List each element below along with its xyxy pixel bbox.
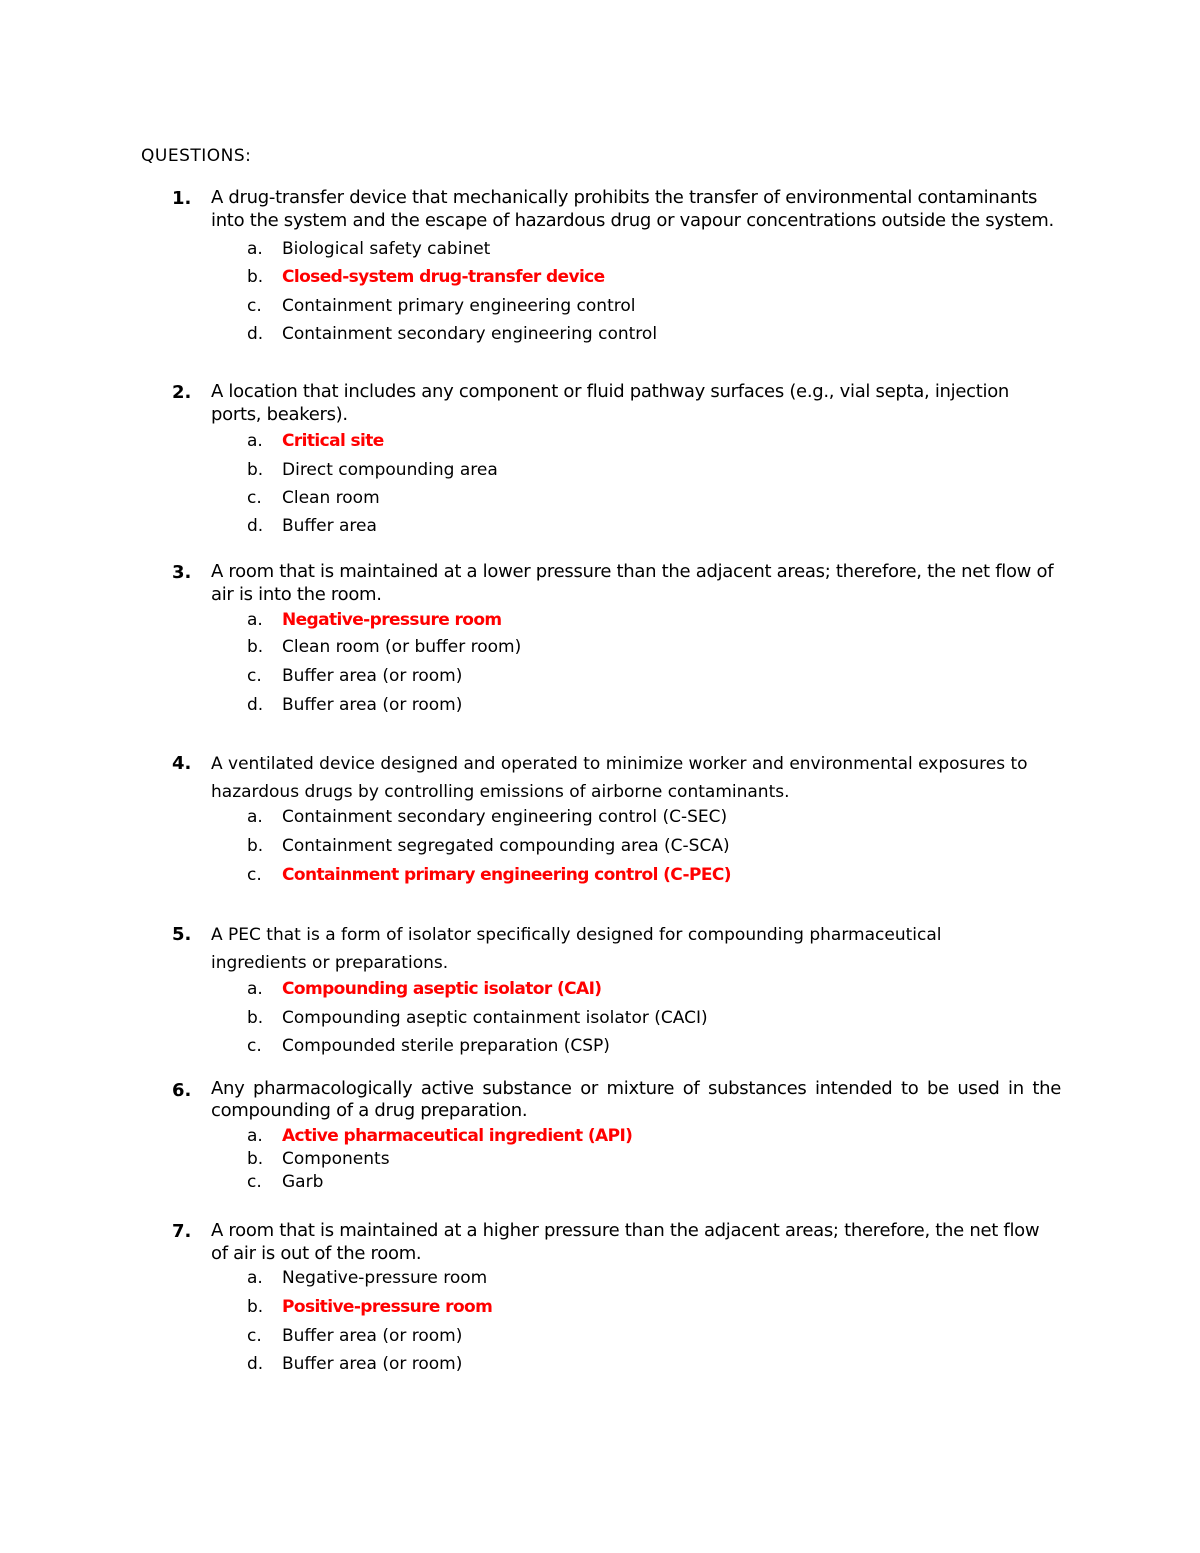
option-a (0, 1268, 1200, 1296)
option-b (0, 460, 1200, 488)
question-number: 7. (172, 1221, 192, 1242)
option-letter: d. (247, 324, 264, 344)
option-text: Garb (282, 1172, 324, 1192)
question-number: 3. (172, 562, 192, 583)
correct-answer-text: Closed-system drug-transfer device (282, 267, 605, 287)
question-text: A room that is maintained at a higher pressure than the adjacent areas; therefore, the net flow of air is out of the room. (211, 1220, 1040, 1264)
option-letter: a. (247, 610, 263, 630)
option-a-correct (0, 979, 1200, 1007)
option-text: Containment secondary engineering control (C-SEC) (282, 807, 728, 827)
option-a-correct (0, 610, 1200, 638)
question-number: 1. (172, 188, 192, 209)
option-text: Containment segregated compounding area (C-SCA) (282, 836, 730, 856)
option-letter: a. (247, 239, 263, 259)
option-letter: b. (247, 267, 264, 287)
question-number: 6. (172, 1080, 192, 1101)
option-letter: c. (247, 1326, 262, 1346)
option-text: Buffer area (or room) (282, 666, 463, 686)
option-c (0, 666, 1200, 694)
option-text: Containment secondary engineering control (282, 324, 658, 344)
question-text: A ventilated device designed and operated to minimize worker and environmental exposures to hazardous drugs by controlling emissions of airborne contaminants. (211, 754, 1028, 802)
option-text: Buffer area (or room) (282, 1326, 463, 1346)
option-c (0, 1172, 1200, 1200)
correct-answer-text: Positive-pressure room (282, 1297, 493, 1317)
option-text: Biological safety cabinet (282, 239, 491, 259)
option-letter: a. (247, 807, 263, 827)
question-number: 5. (172, 924, 192, 945)
page-heading: QUESTIONS: (141, 146, 252, 166)
question-text: A drug-transfer device that mechanically prohibits the transfer of environmental contaminants into the system and the escape of hazardous drug or vapour concentrations outside the system. (211, 187, 1054, 231)
option-c (0, 296, 1200, 324)
option-text: Clean room (282, 488, 380, 508)
option-letter: d. (247, 516, 264, 536)
option-b (0, 1008, 1200, 1036)
correct-answer-text: Containment primary engineering control (C-PEC) (282, 865, 731, 885)
option-a-correct (0, 431, 1200, 459)
option-letter: b. (247, 836, 264, 856)
option-letter: d. (247, 1354, 264, 1374)
option-d (0, 324, 1200, 352)
option-letter: a. (247, 431, 263, 451)
option-letter: c. (247, 488, 262, 508)
option-letter: c. (247, 296, 262, 316)
option-d (0, 1354, 1200, 1382)
question-number: 2. (172, 382, 192, 403)
option-text: Compounding aseptic containment isolator (CACI) (282, 1008, 708, 1028)
correct-answer-text: Negative-pressure room (282, 610, 502, 630)
option-c (0, 1326, 1200, 1354)
option-letter: b. (247, 1008, 264, 1028)
question-text: A room that is maintained at a lower pressure than the adjacent areas; therefore, the net flow of air is into the room. (211, 561, 1054, 605)
option-text: Buffer area (282, 516, 377, 536)
option-letter: d. (247, 695, 264, 715)
option-c (0, 488, 1200, 516)
option-letter: b. (247, 637, 264, 657)
option-text: Compounded sterile preparation (CSP) (282, 1036, 610, 1056)
option-letter: a. (247, 1268, 263, 1288)
option-d (0, 695, 1200, 723)
option-a (0, 239, 1200, 267)
option-text: Buffer area (or room) (282, 695, 463, 715)
option-text: Negative-pressure room (282, 1268, 488, 1288)
option-text: Components (282, 1149, 390, 1169)
correct-answer-text: Active pharmaceutical ingredient (API) (282, 1126, 633, 1146)
question-text: Any pharmacologically active substance or mixture of substances intended to be used in the compounding of a drug preparation. (211, 1078, 1061, 1121)
question-text: A location that includes any component or fluid pathway surfaces (e.g., vial septa, injection ports, beakers). (211, 381, 1010, 425)
question-number: 4. (172, 753, 192, 774)
option-letter: c. (247, 666, 262, 686)
option-b (0, 836, 1200, 864)
option-c-correct (0, 865, 1200, 893)
option-letter: b. (247, 1149, 264, 1169)
option-text: Buffer area (or room) (282, 1354, 463, 1374)
option-b (0, 637, 1200, 665)
option-letter: b. (247, 1297, 264, 1317)
option-text: Containment primary engineering control (282, 296, 636, 316)
question-text: A PEC that is a form of isolator specifically designed for compounding pharmaceutical ingredients or preparations. (211, 925, 942, 973)
option-letter: c. (247, 865, 262, 885)
option-b-correct (0, 1297, 1200, 1325)
option-letter: c. (247, 1036, 262, 1056)
option-letter: c. (247, 1172, 262, 1192)
option-d (0, 516, 1200, 544)
option-a (0, 807, 1200, 835)
option-letter: a. (247, 979, 263, 999)
option-text: Direct compounding area (282, 460, 498, 480)
option-c (0, 1036, 1200, 1064)
option-b-correct (0, 267, 1200, 295)
option-letter: a. (247, 1126, 263, 1146)
correct-answer-text: Critical site (282, 431, 384, 451)
correct-answer-text: Compounding aseptic isolator (CAI) (282, 979, 602, 999)
option-letter: b. (247, 460, 264, 480)
option-text: Clean room (or buffer room) (282, 637, 522, 657)
